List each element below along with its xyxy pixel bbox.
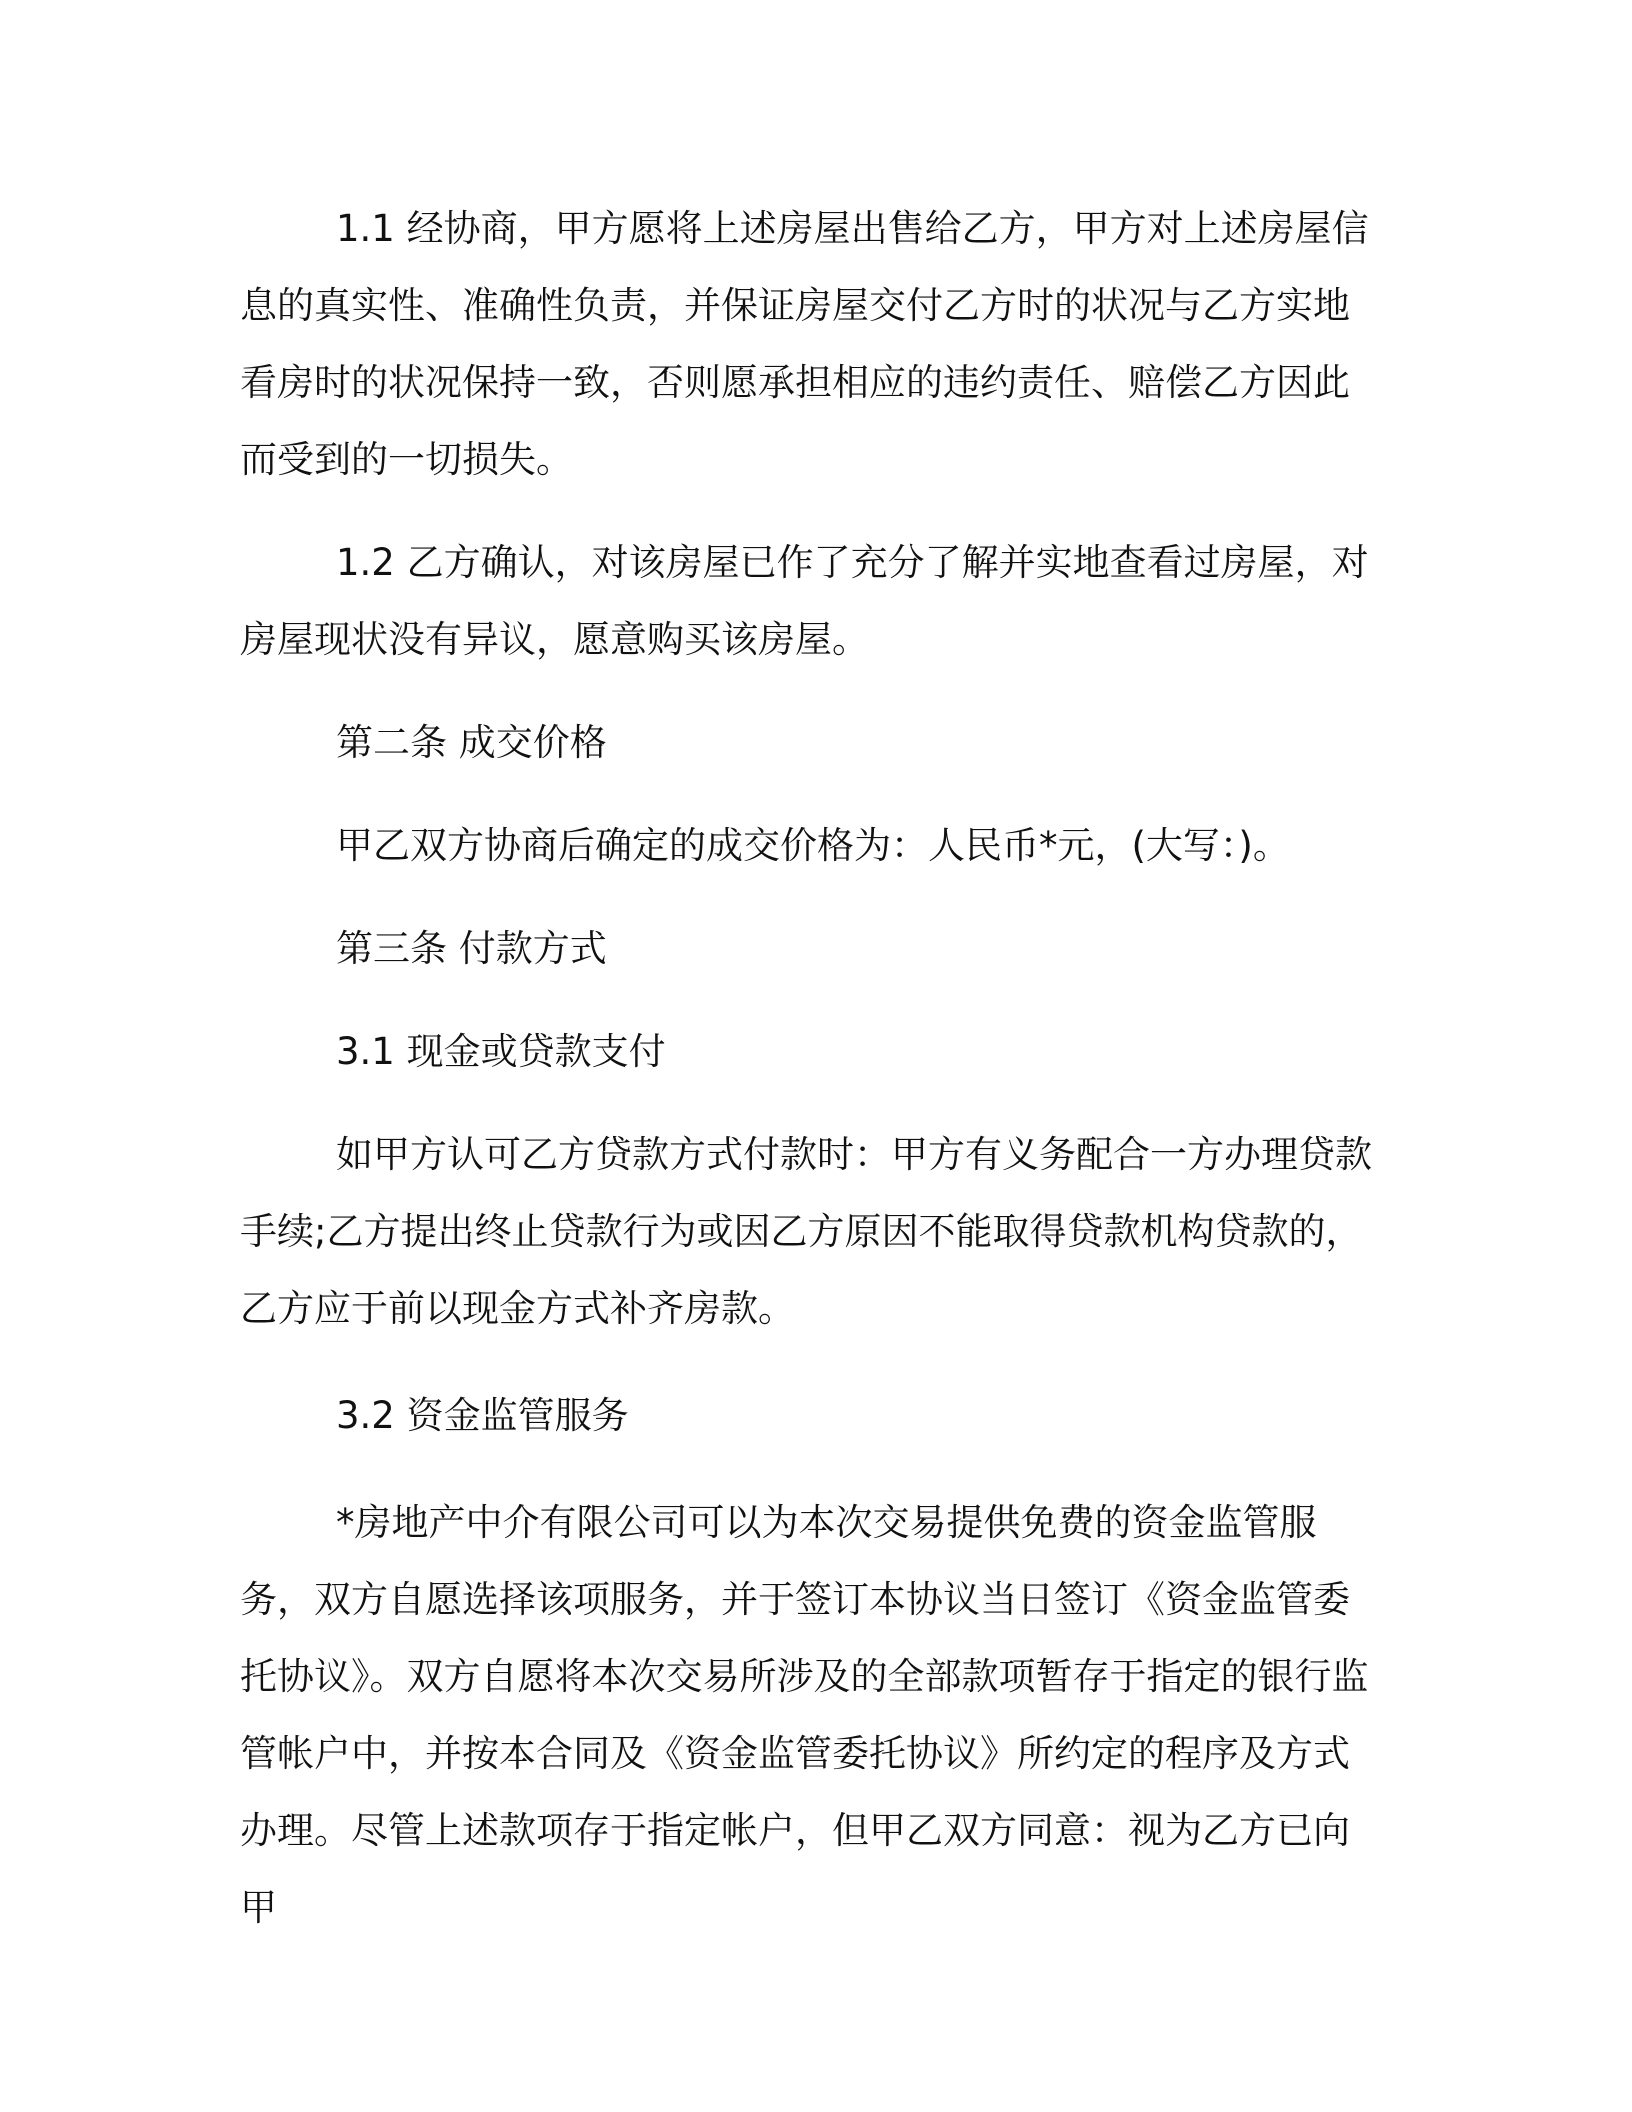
document-page [240,190,1380,1946]
loan-paragraph: 如甲方认可乙方贷款方式付款时：甲方有义务配合一方办理贷款手续;乙方提出终止贷款行为或因乙方原因不能取得贷款机构贷款的，乙方应于前以现金方式补齐房款。 [240,1133,1372,1330]
article-2-heading: 第二条 成交价格 [336,721,607,764]
clause-3-1-heading: 3.1 现金或贷款支付 [336,1030,666,1073]
article-3-heading: 第三条 付款方式 [336,927,607,970]
clause-3-2-heading: 3.2 资金监管服务 [336,1394,629,1437]
clause-1-1: 1.1 经协商，甲方愿将上述房屋出售给乙方，甲方对上述房屋信息的真实性、准确性负责，并保证房屋交付乙方时的状况与乙方实地看房时的状况保持一致，否则愿承担相应的违约责任、赔偿乙方因此而受到的一切损失。 [240,207,1369,481]
price-paragraph: 甲乙双方协商后确定的成交价格为：人民币*元，(大写：)。 [336,824,1290,867]
clause-1-2: 1.2 乙方确认，对该房屋已作了充分了解并实地查看过房屋，对房屋现状没有异议，愿意购买该房屋。 [240,541,1369,661]
escrow-paragraph: *房地产中介有限公司可以为本次交易提供免费的资金监管服务，双方自愿选择该项服务，并于签订本协议当日签订《资金监管委托协议》。双方自愿将本次交易所涉及的全部款项暂存于指定的银行监管帐户中，并按本合同及《资金监管委托协议》所约定的程序及方式办理。尽管上述款项存于指定帐户，但甲乙双方同意：视为乙方已向甲 [240,1501,1369,1929]
